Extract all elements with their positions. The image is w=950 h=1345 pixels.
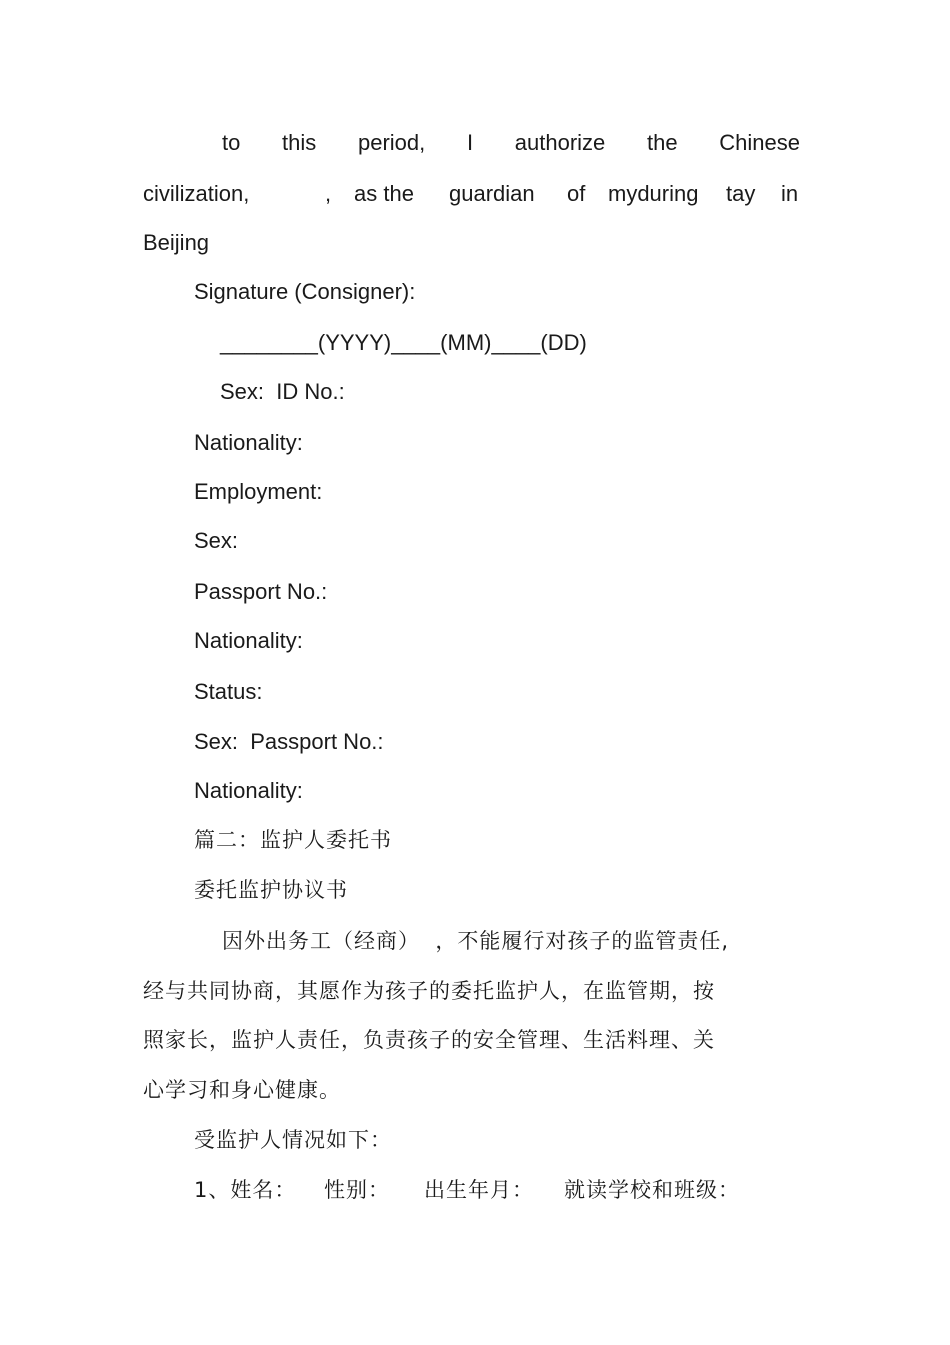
intro-word: in (781, 181, 799, 206)
intro-word: authorize (514, 130, 606, 155)
intro-word: I (466, 130, 474, 155)
date-line: ________(YYYY)____(MM)____(DD) (220, 330, 587, 355)
sex-label: Sex: (194, 528, 239, 553)
intro-word: civilization, (143, 181, 250, 206)
intro-word: to (222, 130, 241, 155)
intro-word: this (282, 130, 317, 155)
intro-word: as the (354, 181, 414, 206)
intro-word: of (567, 181, 586, 206)
gender-field-label: 性别： (324, 1178, 390, 1202)
paragraph-line: 因外出务工（经商） ，不能履行对孩子的监管责任, (222, 929, 730, 953)
intro-word: guardian (449, 181, 535, 206)
nationality-label: Nationality: (194, 430, 303, 455)
paragraph-line: 照家长，监护人责任，负责孩子的安全管理、生活料理、关 (143, 1028, 715, 1052)
intro-line-3: Beijing (143, 230, 210, 255)
signature-label: Signature (Consigner): (194, 279, 416, 304)
sex-id-label: Sex: ID No.: (220, 379, 345, 404)
name-field-label: 1、姓名： (194, 1178, 297, 1202)
intro-line-1 (222, 129, 800, 157)
intro-word: Chinese (719, 130, 800, 155)
status-label: Status: (194, 679, 263, 704)
intro-word: period, (357, 130, 426, 155)
employment-label: Employment: (194, 479, 323, 504)
document-title: 委托监护协议书 (194, 878, 348, 902)
intro-word: tay (726, 181, 756, 206)
passport-no-label: Passport No.: (194, 579, 328, 604)
intro-word: , (325, 181, 332, 206)
intro-word: myduring (608, 181, 699, 206)
nationality-label: Nationality: (194, 778, 303, 803)
ward-info-label: 受监护人情况如下： (194, 1128, 392, 1152)
intro-word: the (646, 130, 678, 155)
paragraph-line: 心学习和身心健康。 (143, 1078, 341, 1102)
section-heading: 篇二：监护人委托书 (194, 828, 392, 852)
nationality-label: Nationality: (194, 628, 303, 653)
school-field-label: 就读学校和班级： (564, 1178, 740, 1202)
paragraph-line: 经与共同协商，其愿作为孩子的委托监护人，在监管期，按 (143, 979, 715, 1003)
birth-field-label: 出生年月： (424, 1178, 534, 1202)
sex-passport-label: Sex: Passport No.: (194, 729, 384, 754)
